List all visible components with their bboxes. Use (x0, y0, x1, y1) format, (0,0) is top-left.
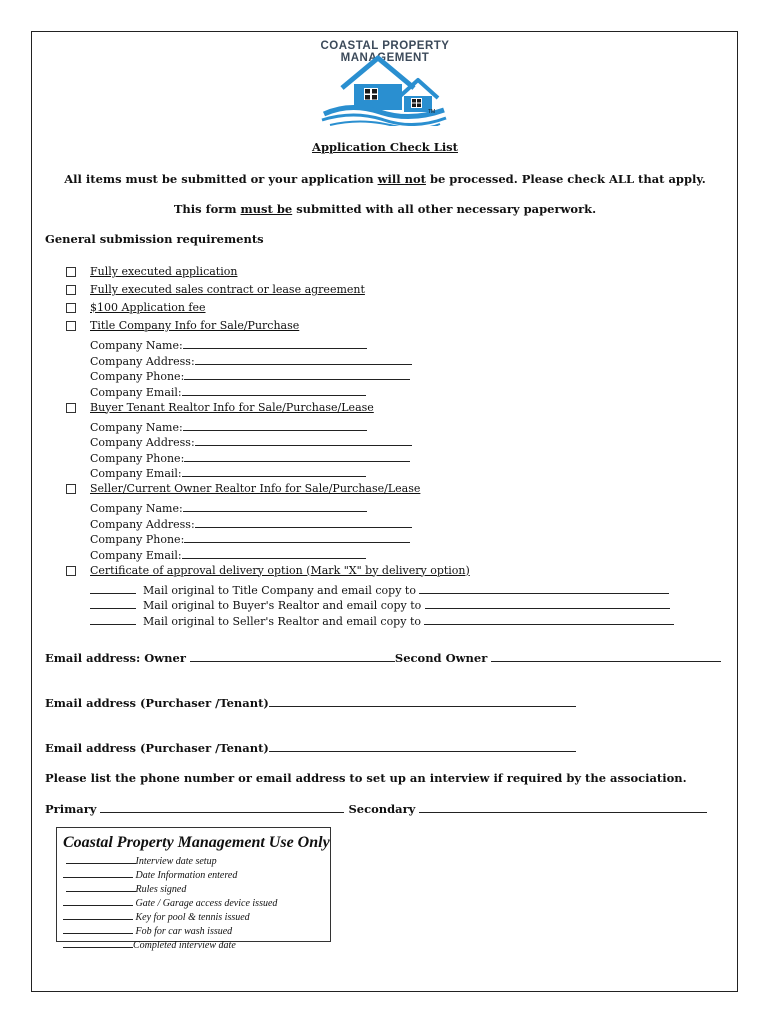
primary-label: Primary (45, 802, 97, 816)
checkbox[interactable] (66, 566, 76, 576)
buyer-realtor-phone-field[interactable] (66, 450, 686, 466)
field-label: Company Phone: (90, 370, 185, 383)
fill-line[interactable] (66, 854, 136, 864)
delivery-option (66, 597, 686, 613)
office-use-title: Coastal Property Management Use Only (63, 834, 330, 851)
office-use-item-label: Rules signed (135, 884, 187, 895)
delivery-option-label: Mail original to Title Company and email copy to (143, 583, 416, 597)
field-label: Company Phone: (90, 533, 185, 546)
mark-line[interactable] (90, 582, 136, 594)
checklist-item-label: Certificate of approval delivery option (Mark "X" by delivery option) (90, 563, 470, 577)
title-company-phone-field[interactable] (66, 368, 686, 384)
logo-company-name: COASTAL PROPERTY MANAGEMENT (320, 40, 450, 64)
field-label: Company Phone: (90, 451, 185, 465)
checklist-item (66, 265, 686, 283)
fill-line[interactable] (195, 353, 412, 365)
intro-line-2-emphasis: must be (240, 202, 293, 216)
seller-realtor-address-field[interactable] (66, 516, 686, 532)
fill-line[interactable] (183, 337, 367, 349)
delivery-option-label: Mail original to Buyer's Realtor and email copy to (143, 599, 422, 612)
checklist-item (66, 319, 686, 337)
contact-row (45, 801, 707, 816)
checklist-item (66, 283, 686, 301)
fill-line[interactable] (63, 910, 133, 920)
checklist-item-label: Buyer Tenant Realtor Info for Sale/Purchase/Lease (90, 400, 374, 414)
interview-note: Please list the phone number or email address to set up an interview if required by the association. (45, 771, 687, 785)
checkbox[interactable] (66, 403, 76, 413)
seller-realtor-name-field[interactable] (66, 500, 686, 516)
secondary-contact-field[interactable] (419, 801, 707, 813)
field-label: Company Address: (90, 517, 195, 531)
checklist-item-label: $100 Application fee (90, 301, 206, 314)
checklist-item-label: Seller/Current Owner Realtor Info for Sale/Purchase/Lease (90, 482, 421, 495)
seller-realtor-phone-field[interactable] (66, 531, 686, 547)
office-use-item-label: Interview date setup (135, 856, 217, 867)
fill-line[interactable] (195, 434, 412, 446)
primary-contact-field[interactable] (100, 801, 344, 813)
intro-line-1-emphasis: will not (377, 172, 426, 186)
checklist-item-label: Fully executed sales contract or lease agreement (90, 283, 365, 296)
checklist-item (66, 482, 686, 500)
company-logo (280, 40, 490, 125)
intro-line-1 (0, 172, 770, 186)
office-use-item (63, 868, 330, 882)
secondary-label: Secondary (348, 802, 416, 816)
trademark-mark: TM (428, 109, 436, 115)
second-owner-label: Second Owner (394, 651, 488, 665)
checkbox[interactable] (66, 267, 76, 277)
delivery-option-label: Mail original to Seller's Realtor and email copy to (143, 614, 421, 628)
intro-line-2-text-end: submitted with all other necessary paperwork. (292, 202, 597, 216)
checklist-item-label: Title Company Info for Sale/Purchase (90, 319, 300, 332)
field-label: Company Email: (90, 385, 182, 399)
section-heading: General submission requirements (45, 232, 264, 246)
fill-line[interactable] (184, 368, 410, 380)
page-title: Application Check List (312, 140, 458, 154)
purchaser-email-row-2 (45, 740, 576, 755)
delivery-option (66, 613, 686, 629)
fill-line[interactable] (184, 450, 410, 462)
office-use-item (63, 854, 330, 868)
checklist (66, 265, 686, 628)
purchaser-email-field[interactable] (269, 740, 576, 752)
office-use-item (63, 910, 330, 924)
purchaser-email-label: Email address (Purchaser /Tenant) (45, 741, 269, 755)
second-owner-email-field[interactable] (491, 650, 721, 662)
field-label: Company Name: (90, 420, 183, 434)
office-use-item (63, 938, 330, 952)
checkbox[interactable] (66, 285, 76, 295)
buyer-realtor-name-field[interactable] (66, 419, 686, 435)
title-company-name-field[interactable] (66, 337, 686, 353)
house-logo-icon (320, 54, 450, 126)
fill-line[interactable] (195, 516, 412, 528)
checklist-item (66, 401, 686, 419)
owner-email-row (45, 650, 721, 665)
mark-line[interactable] (90, 597, 136, 609)
office-use-item-label: Date Information entered (135, 870, 238, 881)
office-use-item (63, 882, 330, 896)
field-label: Company Email: (90, 548, 182, 562)
intro-line-1-text: All items must be submitted or your application (64, 172, 378, 186)
checkbox[interactable] (66, 321, 76, 331)
office-use-item-label: Fob for car wash issued (135, 926, 233, 937)
checklist-item-label: Fully executed application (90, 265, 238, 278)
fill-line[interactable] (63, 924, 133, 934)
fill-line[interactable] (183, 500, 367, 512)
intro-line-2-text: This form (173, 202, 241, 216)
fill-line[interactable] (183, 419, 367, 431)
fill-line[interactable] (63, 868, 133, 878)
fill-line[interactable] (182, 547, 366, 559)
owner-email-field[interactable] (190, 650, 395, 662)
seller-realtor-email-field[interactable] (66, 547, 686, 564)
purchaser-email-row-1 (45, 695, 576, 710)
delivery-option (66, 582, 686, 598)
mark-line[interactable] (90, 613, 136, 625)
field-label: Company Address: (90, 354, 195, 368)
checkbox[interactable] (66, 303, 76, 313)
office-use-item-label: Gate / Garage access device issued (135, 898, 278, 909)
office-use-list (63, 854, 330, 952)
fill-line[interactable] (419, 582, 669, 594)
field-label: Company Name: (90, 339, 183, 352)
purchaser-email-field[interactable] (269, 695, 576, 707)
checkbox[interactable] (66, 484, 76, 494)
field-label: Company Email: (90, 467, 182, 480)
title-company-address-field[interactable] (66, 353, 686, 369)
fill-line[interactable] (63, 896, 133, 906)
fill-line[interactable] (425, 597, 670, 609)
intro-line-1-text-end: be processed. Please check ALL that apply. (425, 172, 706, 186)
fill-line[interactable] (182, 465, 366, 477)
checklist-item (66, 564, 686, 582)
intro-line-2 (0, 202, 770, 216)
office-use-item (63, 924, 330, 938)
fill-line[interactable] (182, 384, 366, 396)
office-use-box (56, 827, 331, 951)
checklist-item (66, 301, 686, 319)
field-label: Company Address: (90, 436, 195, 449)
office-use-item-label: Completed interview date (133, 940, 236, 951)
field-label: Company Name: (90, 502, 183, 515)
title-company-email-field[interactable] (66, 384, 686, 401)
buyer-realtor-address-field[interactable] (66, 434, 686, 450)
purchaser-email-label: Email address (Purchaser /Tenant) (45, 696, 269, 710)
office-use-item-label: Key for pool & tennis issued (135, 912, 250, 923)
fill-line[interactable] (424, 613, 674, 625)
owner-email-label: Email address: Owner (45, 651, 186, 665)
fill-line[interactable] (66, 882, 136, 892)
buyer-realtor-email-field[interactable] (66, 465, 686, 482)
fill-line[interactable] (63, 938, 133, 948)
fill-line[interactable] (184, 531, 410, 543)
office-use-item (63, 896, 330, 910)
